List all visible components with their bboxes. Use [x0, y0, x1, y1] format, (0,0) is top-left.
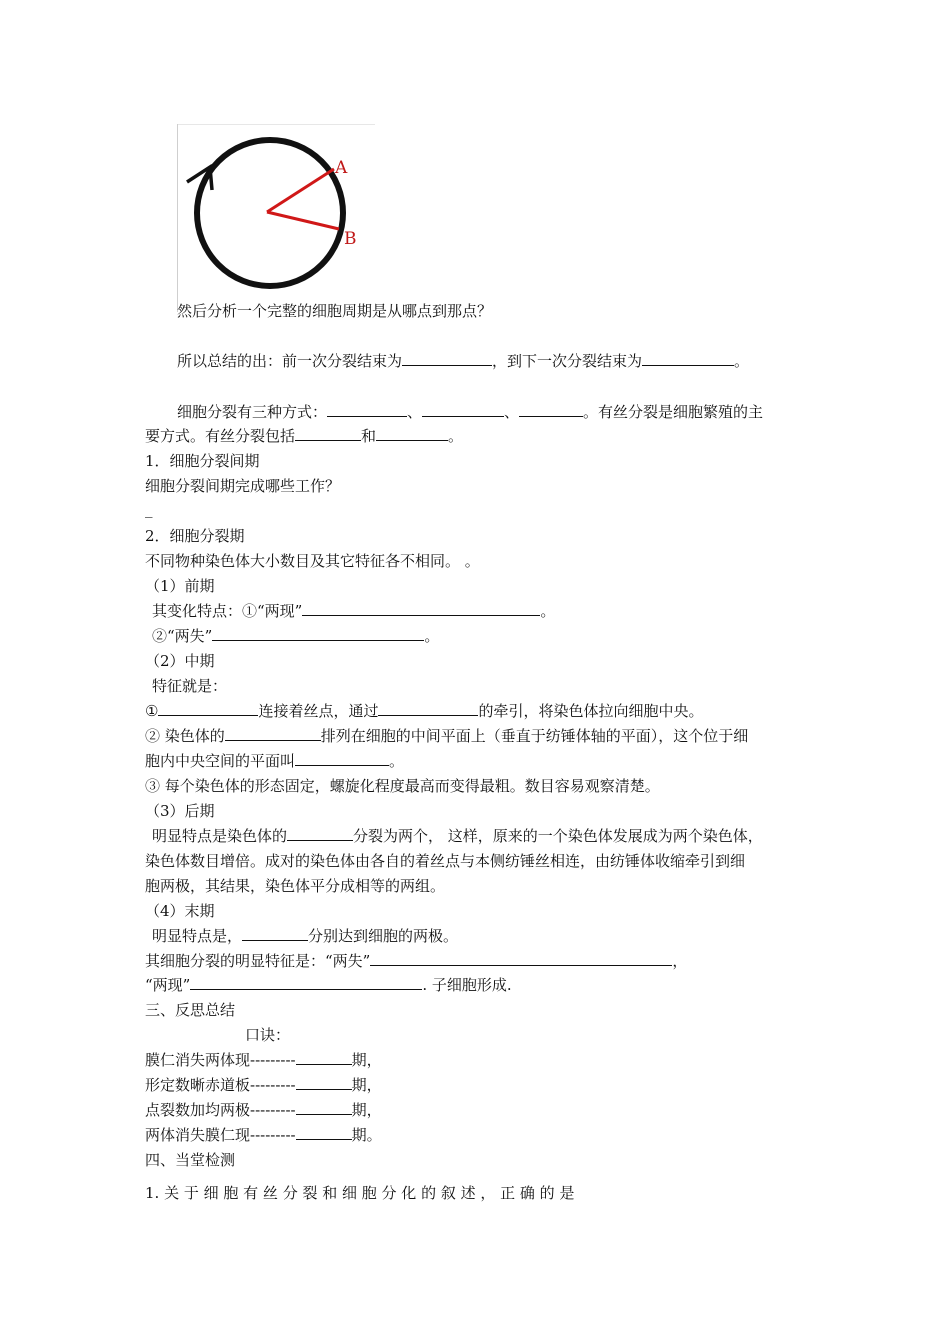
text: 。 [389, 752, 405, 770]
text: . 子细胞形成. [422, 976, 512, 994]
telophase-line-3 [145, 975, 512, 995]
text: 两体消失膜仁现--------- [145, 1126, 296, 1144]
division-methods-line [177, 402, 763, 422]
metaphase-line-3 [145, 751, 404, 771]
fill-blank[interactable] [296, 1125, 352, 1140]
metaphase-title: （2）中期 [145, 652, 215, 670]
text: 其变化特点：①“两现” [152, 602, 303, 620]
text: 排列在细胞的中间平面上（垂直于纺锤体轴的平面），这个位于细 [320, 727, 749, 745]
fill-blank[interactable] [296, 1075, 352, 1090]
text: 。有丝分裂是细胞繁殖的主 [583, 403, 764, 421]
fill-blank[interactable] [296, 1050, 352, 1065]
fill-blank[interactable] [295, 751, 389, 766]
text: 连接着丝点，通过 [258, 702, 379, 720]
fill-blank[interactable] [378, 701, 478, 716]
text: 其细胞分裂的明显特征是：“两失” [145, 952, 371, 970]
text: 。 [424, 627, 440, 645]
fill-blank[interactable] [402, 351, 492, 366]
text: 、 [504, 403, 520, 421]
fill-blank[interactable] [296, 1100, 352, 1115]
fill-blank[interactable] [287, 826, 353, 841]
prophase-line-2 [152, 626, 439, 646]
text: 。 [540, 602, 556, 620]
radius-line-b [267, 212, 339, 229]
text: 期。 [351, 1126, 382, 1144]
text: 明显特点是染色体的 [152, 827, 288, 845]
radius-line-a [267, 169, 334, 212]
text: ， [672, 952, 688, 970]
prophase-line-1 [152, 601, 555, 621]
fill-blank[interactable] [225, 726, 321, 741]
anaphase-line-1 [152, 826, 763, 846]
fill-blank[interactable] [642, 351, 734, 366]
mitosis-title: 2．细胞分裂期 [145, 527, 245, 545]
test-question-1: 1. 关 于 细 胞 有 丝 分 裂 和 细 胞 分 化 的 叙 述 ， 正 确 的 是 [145, 1184, 575, 1202]
text: 期， [351, 1101, 382, 1119]
fill-blank[interactable] [212, 626, 424, 641]
text: 。 [448, 427, 464, 445]
text: 胞内中央空间的平面叫 [145, 752, 296, 770]
text: 期， [351, 1051, 382, 1069]
fill-blank[interactable] [190, 975, 422, 990]
mnemonic-label: 口诀： [245, 1026, 291, 1044]
mnemonic-line [145, 1100, 382, 1120]
fill-blank[interactable] [422, 402, 504, 417]
fill-blank[interactable] [242, 926, 308, 941]
text: 点裂数加均两极--------- [145, 1101, 296, 1119]
fill-blank[interactable] [370, 951, 672, 966]
text: 、 [407, 403, 423, 421]
test-title: 四、当堂检测 [145, 1151, 236, 1169]
interphase-question: 细胞分裂间期完成哪些工作？ [145, 477, 341, 495]
anaphase-title: （3）后期 [145, 802, 215, 820]
cell-cycle-diagram [177, 124, 375, 312]
metaphase-line-1 [145, 701, 703, 721]
point-b-label: B [344, 229, 357, 249]
summary-text-2: ，到下一次分裂结束为 [492, 352, 643, 370]
mnemonic-line [145, 1050, 382, 1070]
telophase-line-2 [145, 951, 687, 971]
point-a-label: A [335, 158, 348, 178]
text: “两现” [145, 976, 191, 994]
prophase-title: （1）前期 [145, 577, 215, 595]
interphase-blank[interactable]: _ [145, 500, 153, 518]
fill-blank[interactable] [158, 701, 258, 716]
text: 期， [351, 1076, 382, 1094]
fill-blank[interactable] [519, 402, 583, 417]
text: 和 [361, 427, 377, 445]
telophase-line-1 [152, 926, 458, 946]
text: 明显特点是， [152, 927, 243, 945]
text: 膜仁消失两体现--------- [145, 1051, 296, 1069]
fill-blank[interactable] [295, 426, 361, 441]
anaphase-line-3: 胞两极，其结果，染色体平分成相等的两组。 [145, 877, 446, 895]
summary-line [177, 351, 749, 371]
text: ②“两失” [152, 627, 213, 645]
text: 要方式。有丝分裂包括 [145, 427, 296, 445]
telophase-title: （4）末期 [145, 902, 215, 920]
text: 分裂为两个， 这样，原来的一个染色体发展成为两个染色体， [353, 827, 763, 845]
cycle-question: 然后分析一个完整的细胞周期是从哪点到那点？ [177, 302, 493, 320]
text: 细胞分裂有三种方式： [177, 403, 328, 421]
fill-blank[interactable] [376, 426, 448, 441]
fill-blank[interactable] [327, 402, 407, 417]
metaphase-line-2 [145, 726, 748, 746]
mnemonic-line [145, 1125, 382, 1145]
mitosis-note: 不同物种染色体大小数目及其它特征各不相同。 。 [145, 552, 480, 570]
metaphase-intro: 特征就是： [152, 677, 228, 695]
reflection-title: 三、反思总结 [145, 1001, 236, 1019]
mitosis-includes-line [145, 426, 463, 446]
text: ① [145, 702, 159, 720]
text: 分别达到细胞的两极。 [308, 927, 459, 945]
summary-text-1: 所以总结的出：前一次分裂结束为 [177, 352, 403, 370]
anaphase-line-2: 染色体数目增倍。成对的染色体由各自的着丝点与本侧纺锤丝相连，由纺锤体收缩牵引到细 [145, 852, 746, 870]
text: ② 染色体的 [145, 727, 225, 745]
fill-blank[interactable] [302, 601, 540, 616]
text: 形定数晰赤道板--------- [145, 1076, 296, 1094]
summary-text-3: 。 [734, 352, 750, 370]
text: 的牵引，将染色体拉向细胞中央。 [478, 702, 704, 720]
interphase-title: 1．细胞分裂间期 [145, 452, 260, 470]
metaphase-line-4: ③ 每个染色体的形态固定，螺旋化程度最高而变得最粗。数目容易观察清楚。 [145, 777, 660, 795]
mnemonic-line [145, 1075, 382, 1095]
